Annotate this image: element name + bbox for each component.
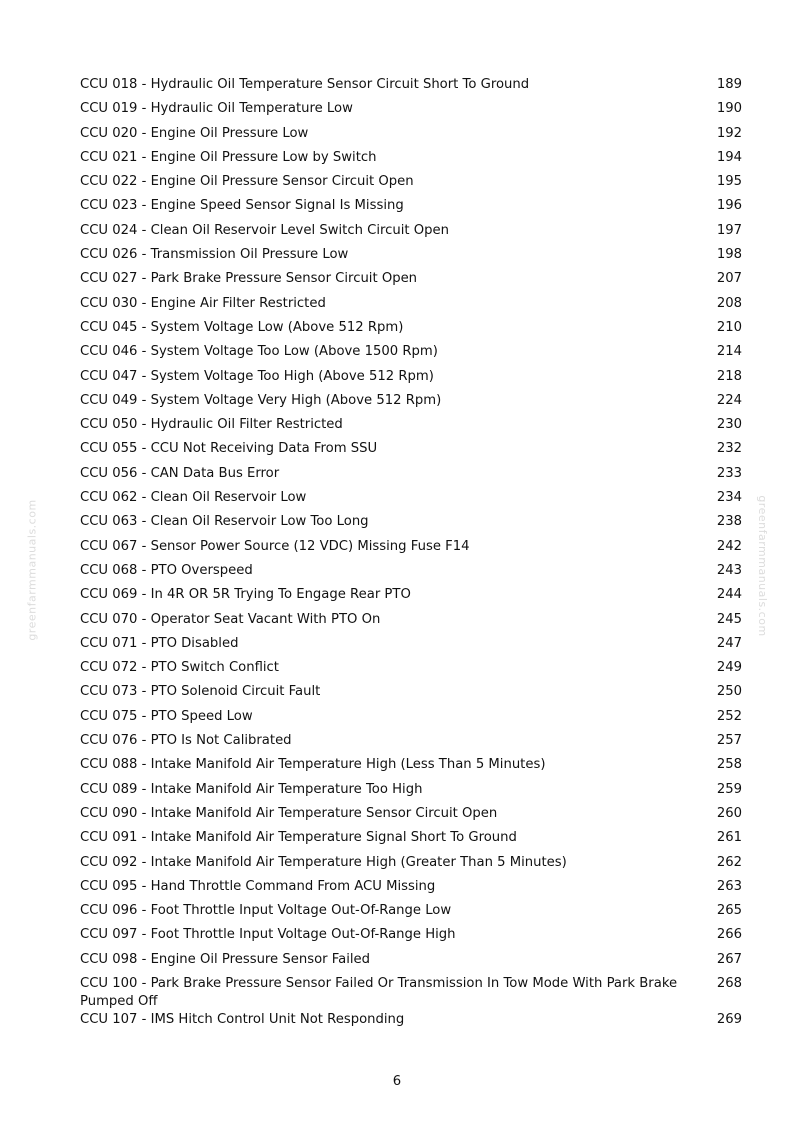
toc-entry-page: 234 (716, 490, 742, 506)
toc-entry[interactable] (80, 76, 742, 100)
toc-entry[interactable] (80, 368, 742, 392)
toc-entry-page: 263 (716, 878, 742, 894)
toc-entry[interactable] (80, 635, 742, 659)
toc-entry[interactable] (80, 100, 742, 124)
toc-entry-title: CCU 073 - PTO Solenoid Circuit Fault (80, 684, 321, 700)
toc-entry-page: 197 (716, 222, 742, 238)
toc-entry[interactable] (80, 562, 742, 586)
toc-entry-title: CCU 067 - Sensor Power Source (12 VDC) Missing Fuse F14 (80, 538, 470, 554)
toc-entry-page: 258 (716, 757, 742, 773)
toc-entry-title: CCU 076 - PTO Is Not Calibrated (80, 733, 292, 749)
toc-entry[interactable] (80, 708, 742, 732)
toc-entry-page: 194 (716, 149, 742, 165)
toc-entry-page: 218 (716, 368, 742, 384)
toc-entry-page: 207 (716, 271, 742, 287)
table-of-contents (80, 76, 742, 1035)
toc-entry-title: CCU 088 - Intake Manifold Air Temperature High (Less Than 5 Minutes) (80, 757, 546, 773)
toc-entry-page: 210 (716, 319, 742, 335)
page-number: 6 (392, 1074, 402, 1089)
toc-entry-title: CCU 018 - Hydraulic Oil Temperature Sensor Circuit Short To Ground (80, 77, 530, 92)
toc-entry-title: CCU 030 - Engine Air Filter Restricted (80, 295, 326, 311)
toc-entry-page: 266 (716, 927, 742, 943)
toc-entry[interactable] (80, 222, 742, 246)
toc-entry-page: 192 (716, 125, 742, 141)
toc-entry-title: CCU 050 - Hydraulic Oil Filter Restricted (80, 417, 343, 433)
toc-entry-title: CCU 063 - Clean Oil Reservoir Low Too Long (80, 514, 369, 530)
toc-entry-page: 196 (716, 198, 742, 214)
toc-entry-page: 208 (716, 295, 742, 311)
toc-entry-page: 262 (716, 854, 742, 870)
toc-entry-page: 232 (716, 441, 742, 457)
toc-entry-title: CCU 089 - Intake Manifold Air Temperature Too High (80, 781, 423, 797)
toc-entry[interactable] (80, 197, 742, 221)
toc-entry-title: CCU 021 - Engine Oil Pressure Low by Switch (80, 149, 377, 165)
toc-entry-title: CCU 062 - Clean Oil Reservoir Low (80, 490, 307, 506)
toc-entry-page: 198 (716, 247, 742, 263)
toc-entry[interactable] (80, 513, 742, 537)
toc-entry-title: CCU 055 - CCU Not Receiving Data From SSU (80, 441, 378, 457)
toc-entry-page: 243 (716, 562, 742, 578)
toc-entry-page: 189 (716, 77, 742, 92)
toc-entry-page: 257 (716, 733, 742, 749)
toc-entry-title: CCU 045 - System Voltage Low (Above 512 Rpm) (80, 319, 404, 335)
toc-entry[interactable] (80, 659, 742, 683)
toc-entry-title: CCU 100 - Park Brake Pressure Sensor Failed Or Transmission In Tow Mode With Park Brake Pumped Off (80, 975, 678, 1009)
toc-entry-title: CCU 056 - CAN Data Bus Error (80, 465, 280, 481)
toc-entry-page: 195 (716, 174, 742, 190)
toc-entry[interactable] (80, 854, 742, 878)
toc-entry[interactable] (80, 125, 742, 149)
toc-entry-title: CCU 097 - Foot Throttle Input Voltage Out-Of-Range High (80, 927, 456, 943)
toc-entry-title: CCU 070 - Operator Seat Vacant With PTO On (80, 611, 381, 627)
toc-entry-title: CCU 092 - Intake Manifold Air Temperature High (Greater Than 5 Minutes) (80, 854, 567, 870)
toc-entry[interactable] (80, 975, 742, 1011)
toc-entry[interactable] (80, 246, 742, 270)
toc-entry-page: 252 (716, 708, 742, 724)
toc-entry-page: 245 (716, 611, 742, 627)
toc-entry-title: CCU 098 - Engine Oil Pressure Sensor Failed (80, 951, 371, 967)
toc-entry[interactable] (80, 902, 742, 926)
toc-entry-title: CCU 022 - Engine Oil Pressure Sensor Circuit Open (80, 174, 414, 190)
toc-entry[interactable] (80, 611, 742, 635)
toc-entry-title: CCU 075 - PTO Speed Low (80, 708, 253, 724)
toc-entry-page: 267 (716, 951, 742, 967)
toc-entry-page: 260 (716, 805, 742, 821)
toc-entry[interactable] (80, 489, 742, 513)
toc-entry[interactable] (80, 756, 742, 780)
toc-entry-page: 250 (716, 684, 742, 700)
toc-entry-title: CCU 024 - Clean Oil Reservoir Level Switch Circuit Open (80, 222, 449, 238)
watermark-left: greenfarmmanuals.com (25, 499, 39, 641)
toc-entry-page: 265 (716, 903, 742, 919)
toc-entry-page: 244 (716, 587, 742, 603)
toc-entry-page: 233 (716, 465, 742, 481)
toc-entry[interactable] (80, 295, 742, 319)
toc-entry-page: 261 (716, 830, 742, 846)
toc-entry[interactable] (80, 878, 742, 902)
toc-entry[interactable] (80, 149, 742, 173)
toc-entry-title: CCU 090 - Intake Manifold Air Temperature Sensor Circuit Open (80, 805, 498, 821)
toc-entry[interactable] (80, 465, 742, 489)
toc-entry-page: 249 (716, 660, 742, 676)
toc-entry-title: CCU 069 - In 4R OR 5R Trying To Engage Rear PTO (80, 587, 411, 603)
toc-entry-page: 259 (716, 781, 742, 797)
toc-entry[interactable] (80, 732, 742, 756)
toc-entry[interactable] (80, 829, 742, 853)
toc-entry[interactable] (80, 951, 742, 975)
toc-entry-title: CCU 068 - PTO Overspeed (80, 562, 253, 578)
toc-entry[interactable] (80, 173, 742, 197)
toc-entry[interactable] (80, 538, 742, 562)
toc-entry[interactable] (80, 440, 742, 464)
toc-entry-title: CCU 046 - System Voltage Too Low (Above 1500 Rpm) (80, 344, 438, 360)
toc-entry-title: CCU 095 - Hand Throttle Command From ACU Missing (80, 878, 436, 894)
toc-entry-title: CCU 091 - Intake Manifold Air Temperature Signal Short To Ground (80, 830, 517, 846)
toc-entry-page: 230 (716, 417, 742, 433)
toc-entry[interactable] (80, 586, 742, 610)
toc-entry-page: 224 (716, 392, 742, 408)
toc-entry-title: CCU 026 - Transmission Oil Pressure Low (80, 247, 349, 263)
toc-entry[interactable] (80, 1011, 742, 1035)
toc-entry[interactable] (80, 926, 742, 950)
toc-entry[interactable] (80, 392, 742, 416)
toc-entry-title: CCU 107 - IMS Hitch Control Unit Not Responding (80, 1011, 405, 1027)
toc-entry-title: CCU 047 - System Voltage Too High (Above 512 Rpm) (80, 368, 434, 384)
toc-entry-title: CCU 020 - Engine Oil Pressure Low (80, 125, 309, 141)
watermark-right: greenfarmmanuals.com (755, 495, 769, 637)
toc-entry-title: CCU 072 - PTO Switch Conflict (80, 660, 279, 676)
toc-entry-page: 190 (716, 101, 742, 117)
toc-entry-title: CCU 023 - Engine Speed Sensor Signal Is Missing (80, 198, 404, 214)
toc-entry-page: 242 (716, 538, 742, 554)
toc-entry-page: 214 (716, 344, 742, 360)
toc-entry-title: CCU 049 - System Voltage Very High (Above 512 Rpm) (80, 392, 442, 408)
toc-entry[interactable] (80, 683, 742, 707)
toc-entry-page: 269 (716, 1011, 742, 1027)
toc-entry[interactable] (80, 319, 742, 343)
toc-entry[interactable] (80, 270, 742, 294)
toc-entry[interactable] (80, 781, 742, 805)
toc-entry-page: 247 (716, 635, 742, 651)
toc-entry-title: CCU 027 - Park Brake Pressure Sensor Circuit Open (80, 271, 418, 287)
toc-entry-page: 238 (716, 514, 742, 530)
toc-entry-title: CCU 071 - PTO Disabled (80, 635, 239, 651)
toc-entry[interactable] (80, 343, 742, 367)
toc-entry-title: CCU 096 - Foot Throttle Input Voltage Out-Of-Range Low (80, 903, 452, 919)
toc-entry-page: 268 (716, 975, 742, 991)
toc-entry-title: CCU 019 - Hydraulic Oil Temperature Low (80, 101, 353, 117)
toc-entry[interactable] (80, 805, 742, 829)
toc-entry[interactable] (80, 416, 742, 440)
